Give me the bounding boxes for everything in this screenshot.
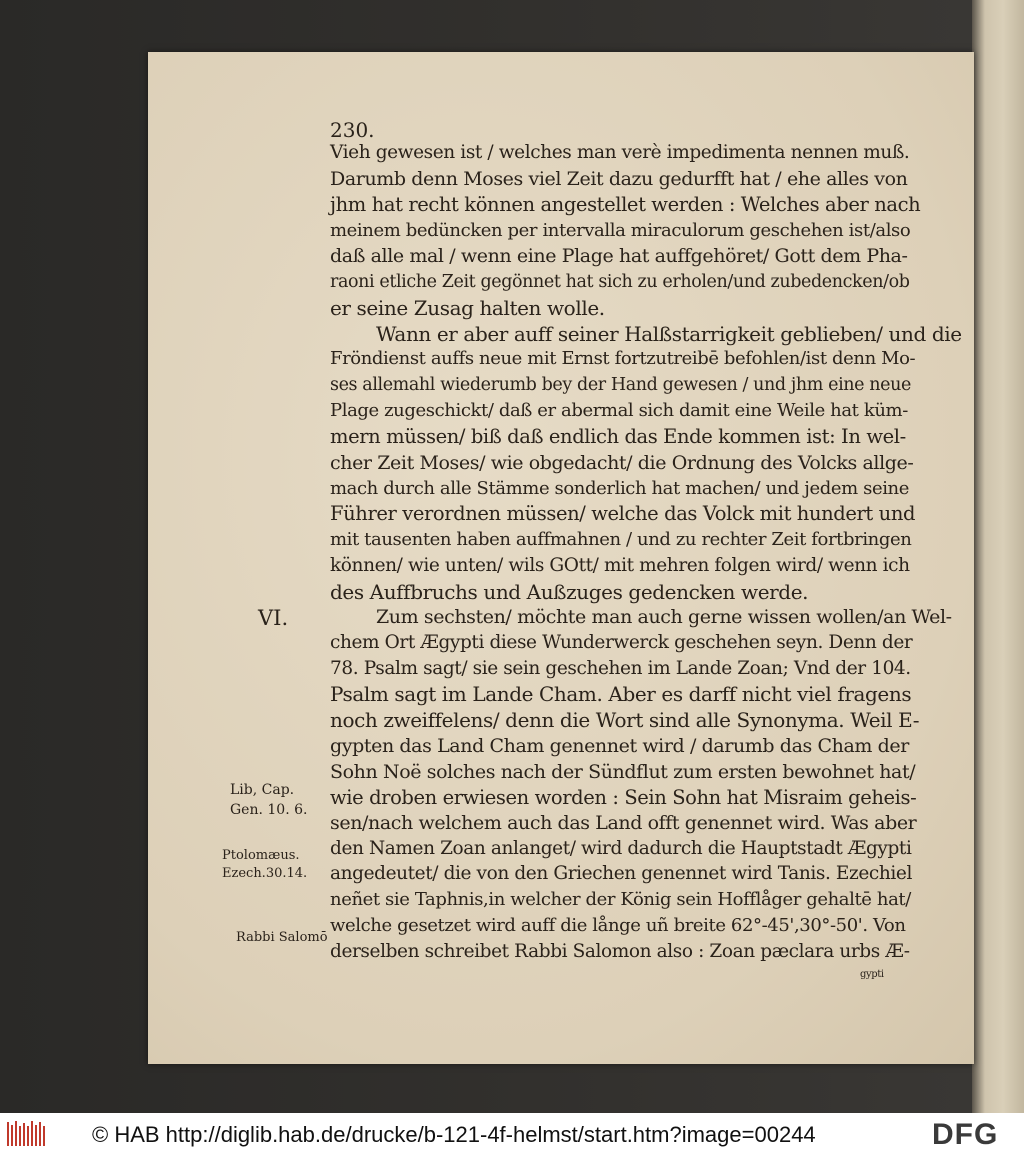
text-line: Führer verordnen müssen/ welche das Volck mit hundert und — [330, 502, 916, 525]
text-line: 78. Psalm sagt/ sie sein geschehen im Lande Zoan; Vnd der 104. — [330, 658, 911, 679]
text-line: chem Ort Ægypti diese Wunderwerck geschehen seyn. Denn der — [330, 632, 913, 653]
text-line: cher Zeit Moses/ wie obgedacht/ die Ordnung des Volcks allge- — [330, 452, 914, 474]
text-line: neñet sie Taphnis,in welcher der König sein Hofflåger gehaltē hat/ — [330, 889, 911, 910]
margin-note-rabbi: Rabbi Salomō — [236, 930, 328, 945]
text-line: welche gesetzet wird auff die långe uñ breite 62°-45',30°-50'. Von — [330, 915, 906, 936]
text-line: derselben schreibet Rabbi Salomon also : Zoan pæclara urbs Æ- — [330, 941, 910, 962]
text-line: er seine Zusag halten wolle. — [330, 296, 605, 320]
margin-section-number: VI. — [258, 606, 289, 630]
next-leaf-edge — [972, 0, 1024, 1113]
text-line: jhm hat recht können angestellet werden : Welches aber nach — [330, 193, 921, 216]
text-line: gypten das Land Cham genennet wird / darumb das Cham der — [330, 735, 909, 757]
text-line: Psalm sagt im Lande Cham. Aber es darff nicht viel fragens — [330, 682, 912, 706]
margin-note-ezech: Ezech.30.14. — [222, 866, 308, 881]
margin-note-ptolomaeus: Ptolomæus. — [222, 848, 300, 863]
text-line: mach durch alle Stämme sonderlich hat machen/ und jedem seine — [330, 478, 909, 499]
text-line: des Auffbruchs und Außzuges gedencken werde. — [330, 580, 809, 604]
text-line: Vieh gewesen ist / welches man verè impedimenta nennen muß. — [330, 142, 910, 163]
text-line: noch zweiffelens/ denn die Wort sind alle Synonyma. Weil E- — [330, 708, 920, 732]
margin-note-lib-cap: Lib, Cap. — [230, 782, 295, 798]
text-line: Sohn Noë solches nach der Sündflut zum ersten bewohnet hat/ — [330, 761, 916, 783]
text-line: Wann er aber auff seiner Halßstarrigkeit geblieben/ und die — [376, 322, 962, 346]
text-line: können/ wie unten/ wils GOtt/ mit mehren folgen wird/ wenn ich — [330, 555, 910, 576]
text-line: gypti — [860, 969, 884, 980]
text-line: Plage zugeschickt/ daß er abermal sich damit eine Weile hat küm- — [330, 400, 908, 421]
text-line: raoni etliche Zeit gegönnet hat sich zu erholen/und zubedencken/ob — [330, 272, 910, 292]
hab-logo-icon — [6, 1120, 46, 1148]
text-line: ses allemahl wiederumb bey der Hand gewesen / und jhm eine neue — [330, 375, 911, 395]
text-line: wie droben erwiesen worden : Sein Sohn hat Misraim geheis- — [330, 786, 917, 809]
text-line: mit tausenten haben auffmahnen / und zu rechter Zeit fortbringen — [330, 529, 912, 550]
copyright-url-text[interactable]: © HAB http://diglib.hab.de/drucke/b-121-4f-helmst/start.htm?image=00244 — [92, 1122, 816, 1147]
text-line: sen/nach welchem auch das Land offt genennet wird. Was aber — [330, 812, 917, 834]
margin-note-gen: Gen. 10. 6. — [230, 802, 308, 818]
dfg-logo: DFG — [932, 1118, 999, 1151]
text-line: Fröndienst auffs neue mit Ernst fortzutreibē befohlen/ist denn Mo- — [330, 348, 916, 369]
text-line: angedeutet/ die von den Griechen genennet wird Tanis. Ezechiel — [330, 863, 912, 884]
text-line: Darumb denn Moses viel Zeit dazu gedurfft hat / ehe alles von — [330, 168, 908, 190]
text-line: Zum sechsten/ möchte man auch gerne wissen wollen/an Wel- — [376, 606, 952, 628]
text-line: meinem bedüncken per intervalla miraculorum geschehen ist/also — [330, 220, 911, 241]
text-line: den Namen Zoan anlanget/ wird dadurch die Hauptstadt Ægypti — [330, 838, 912, 859]
text-line: daß alle mal / wenn eine Plage hat auffgehöret/ Gott dem Pha- — [330, 245, 908, 267]
text-line: mern müssen/ biß daß endlich das Ende kommen ist: In wel- — [330, 425, 906, 448]
page-number: 230. — [330, 118, 375, 142]
